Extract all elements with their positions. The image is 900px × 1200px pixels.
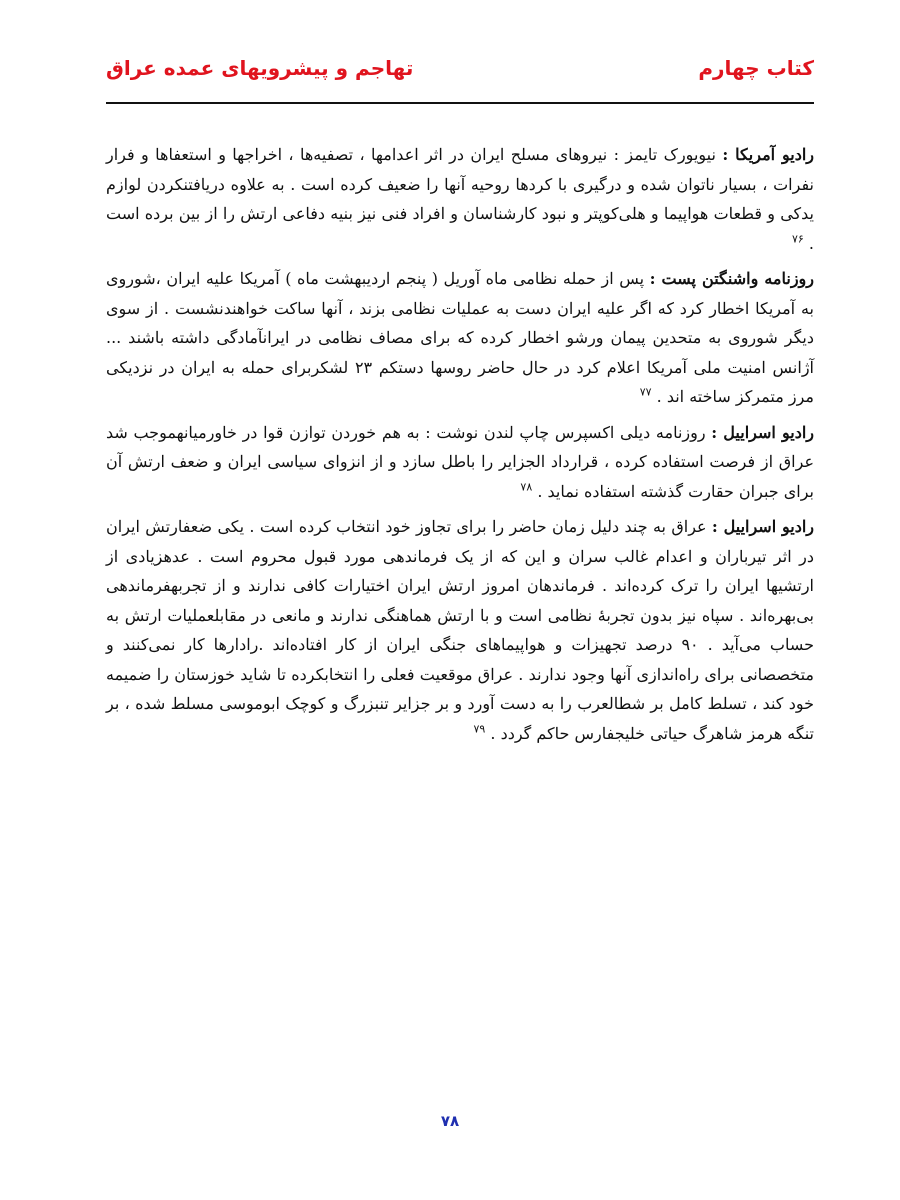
paragraph-1 — [106, 140, 814, 258]
source-label: رادیو اسراییل : — [711, 422, 814, 442]
page-header — [106, 52, 814, 104]
paragraph-text: عراق به چند دلیل زمان حاضر را برای تجاوز خود انتخاب کرده است . یکی ضعفارتش ایران در اثر تیرباران و اعدام غالب سران و این که از یک فرماندهی مورد قبول محروم است . عدهزیادی از ارتشیها ایران را ترک کرده‌اند . فرماندهان امروز ارتش ایران اختیارات کافی ندارند و از تجربهفرماندهی بی‌بهره‌اند . سپاه نیز بدون تجربۀ نظامی است و با ارتش هماهنگی ندارند و مانعی در مقابلعملیات ارتش به حساب می‌آید . ۹۰ درصد تجهیزات و هواپیماهای جنگی ایران از کار افتاده‌اند .رادارها کار نمی‌کنند و متخصصانی برای راه‌اندازی آنها وجود ندارند . عراق موقعیت فعلی را انتخابکرده تا شاید خوزستان را ضمیمه خود کند ، تسلط کامل بر شطالعرب را به دست آورد و بر جزایر تنبزرگ و کوچک ابوموسی مسلط شده ، بر تنگه هرمز شاهرگ حیاتی خلیجفارس حاکم گردد . — [106, 517, 815, 743]
paragraph-text: پس از حمله نظامی ماه آوریل ( پنجم اردیبهشت ماه ) آمریکا علیه ایران ،شوروی به آمریکا اخطار کرد که اگر علیه ایران دست به عملیات نظامی بزند ، آنها ساکت خواهندنشست . از سوی دیگر شوروی به متحدین پیمان ورشو اخطار کرده که برای مصاف نظامی در ایرانآمادگی داشته باشند ... آژانس امنیت ملی آمریکا اعلام کرد در حال حاضر روسها دستکم ۲۳ لشکربرای حمله به ایران در نزدیکی مرز متمرکز ساخته اند . — [106, 269, 814, 406]
source-label: روزنامه واشنگتن پست : — [649, 269, 814, 288]
footnote-ref[interactable]: ۷۸ — [520, 480, 533, 494]
paragraph-3 — [106, 418, 814, 507]
source-label: رادیو آمریکا : — [722, 145, 814, 164]
footnote-ref[interactable]: ۷۶ — [792, 232, 804, 246]
header-chapter: کتاب چهارم — [698, 56, 814, 80]
header-title: تهاجم و پیشرویهای عمده عراق — [106, 56, 414, 80]
footnote-ref[interactable]: ۷۷ — [639, 385, 652, 399]
paragraph-4 — [106, 512, 814, 748]
paragraph-2 — [106, 264, 814, 412]
paragraph-text: روزنامه دیلی اکسپرس چاپ لندن نوشت : به هم خوردن توازن قوا در خاورمیانهموجب شد عراق از فرصت استفاده کرده ، قرارداد الجزایر را باطل سازد و از انزوای سیاسی ایران و ضعف ارتش آن برای جبران حقارت گذشته استفاده نماید . — [106, 422, 814, 501]
paragraph-text: نیویورک تایمز : نیروهای مسلح ایران در اثر اعدامها ، تصفیه‌ها ، اخراجها و استعفاها و فرار نفرات ، بسیار ناتوان شده و درگیری با کردها روحیه آنها را ضعیف کرده است . به علاوه دریافتنکردن لوازم یدکی و قطعات هواپیما و هلی‌کوپتر و نبود کارشناسان و افراد فنی نیز بنیه دفاعی ارتش را از بین برده است . — [106, 145, 814, 253]
source-label: رادیو اسراییل : — [711, 517, 814, 536]
footnote-ref[interactable]: ۷۹ — [473, 722, 486, 736]
page-body — [106, 140, 814, 754]
page-number: ۷۸ — [440, 1112, 460, 1130]
